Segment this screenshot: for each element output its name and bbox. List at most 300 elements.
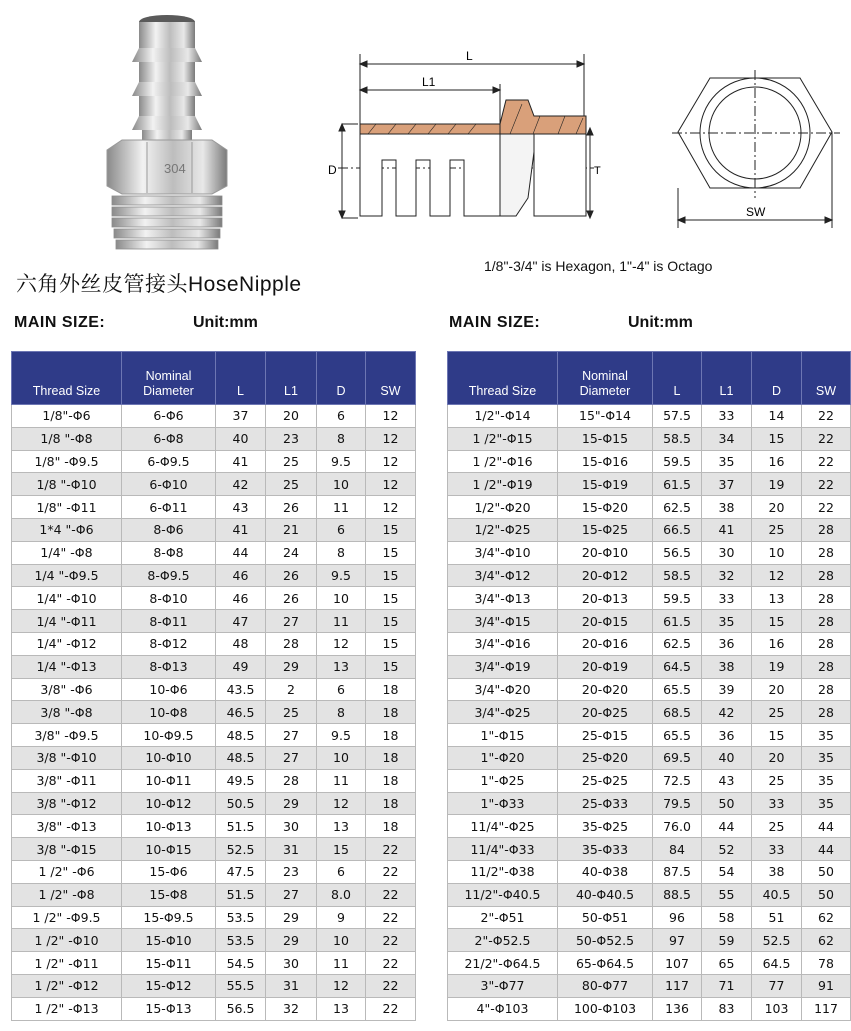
table-cell: 12 (366, 496, 416, 519)
table-row (12, 564, 416, 587)
table-cell: 25 (266, 450, 317, 473)
table-cell: 1 /2"-Φ16 (448, 450, 558, 473)
table-row (12, 883, 416, 906)
cross-section-drawing (318, 48, 601, 243)
table-cell: 15-Φ11 (122, 952, 216, 975)
table-cell: 58.5 (653, 427, 702, 450)
table-cell: 117 (802, 997, 851, 1020)
table-row (448, 450, 851, 473)
table-cell: 36 (702, 724, 752, 747)
table-cell: 6 (317, 405, 366, 428)
table-row (12, 518, 416, 541)
table-cell: 107 (653, 952, 702, 975)
table-row (448, 541, 851, 564)
table-cell: 59.5 (653, 450, 702, 473)
table-cell: 3/4"-Φ19 (448, 655, 558, 678)
table-cell: 1/8"-Φ6 (12, 405, 122, 428)
table-cell: 50 (702, 792, 752, 815)
table-cell: 15-Φ9.5 (122, 906, 216, 929)
table-cell: 22 (366, 952, 416, 975)
table-cell: 53.5 (216, 929, 266, 952)
table-cell: 50 (802, 860, 851, 883)
table-row (12, 746, 416, 769)
table-row (448, 815, 851, 838)
dim-label-T: T (594, 165, 601, 177)
table-cell: 6 (317, 860, 366, 883)
table-cell: 8 (317, 541, 366, 564)
table-cell: 1 /2" -Φ12 (12, 974, 122, 997)
table-row (448, 587, 851, 610)
table-cell: 20-Φ25 (558, 701, 653, 724)
table-cell: 30 (702, 541, 752, 564)
table-cell: 1/4 "-Φ11 (12, 610, 122, 633)
table-cell: 28 (802, 587, 851, 610)
table-cell: 6-Φ10 (122, 473, 216, 496)
table-cell: 15-Φ19 (558, 473, 653, 496)
table-cell: 8-Φ10 (122, 587, 216, 610)
table-cell: 20-Φ20 (558, 678, 653, 701)
table-cell: 20 (752, 746, 802, 769)
main-size-label-right: MAIN SIZE: (449, 314, 541, 331)
table-cell: 20-Φ10 (558, 541, 653, 564)
table-cell: 8-Φ11 (122, 610, 216, 633)
table-cell: 56.5 (653, 541, 702, 564)
table-cell: 1"-Φ20 (448, 746, 558, 769)
table-cell: 6-Φ11 (122, 496, 216, 519)
table-cell: 55 (702, 883, 752, 906)
table-cell: 20 (266, 405, 317, 428)
table-row (12, 496, 416, 519)
table-cell: 25 (266, 473, 317, 496)
table-row (448, 792, 851, 815)
table-cell: 40.5 (752, 883, 802, 906)
table-cell: 6-Φ9.5 (122, 450, 216, 473)
table-cell: 8-Φ9.5 (122, 564, 216, 587)
table-cell: 20-Φ13 (558, 587, 653, 610)
table-cell: 44 (802, 815, 851, 838)
table-cell: 47 (216, 610, 266, 633)
table-cell: 31 (266, 838, 317, 861)
table-row (448, 564, 851, 587)
table-cell: 1"-Φ33 (448, 792, 558, 815)
table-cell: 23 (266, 427, 317, 450)
table-cell: 29 (266, 929, 317, 952)
table-row (448, 427, 851, 450)
table-cell: 24 (266, 541, 317, 564)
table-cell: 11 (317, 952, 366, 975)
table-row (12, 815, 416, 838)
table-cell: 25-Φ25 (558, 769, 653, 792)
table-cell: 1 /2" -Φ9.5 (12, 906, 122, 929)
table-row (448, 997, 851, 1020)
table-cell: 28 (266, 769, 317, 792)
table-cell: 25 (752, 815, 802, 838)
col-SW: SW (366, 352, 416, 405)
table-cell: 1/8" -Φ9.5 (12, 450, 122, 473)
table-cell: 35 (802, 746, 851, 769)
table-row (448, 496, 851, 519)
table-cell: 11/2"-Φ38 (448, 860, 558, 883)
table-row (448, 929, 851, 952)
table-cell: 15 (366, 518, 416, 541)
table-row (12, 678, 416, 701)
table-cell: 10-Φ11 (122, 769, 216, 792)
table-row (12, 997, 416, 1020)
table-cell: 3/4"-Φ12 (448, 564, 558, 587)
table-cell: 18 (366, 678, 416, 701)
table-cell: 10 (317, 473, 366, 496)
table-cell: 15 (752, 724, 802, 747)
table-cell: 28 (802, 610, 851, 633)
table-row (12, 860, 416, 883)
table-cell: 6-Φ8 (122, 427, 216, 450)
table-row (12, 405, 416, 428)
table-row (448, 678, 851, 701)
table-cell: 29 (266, 906, 317, 929)
table-row (12, 427, 416, 450)
table-row (12, 838, 416, 861)
table-cell: 59 (702, 929, 752, 952)
table-cell: 52.5 (752, 929, 802, 952)
table-row (448, 610, 851, 633)
table-cell: 28 (802, 632, 851, 655)
table-cell: 20-Φ19 (558, 655, 653, 678)
table-row (448, 860, 851, 883)
table-cell: 12 (317, 974, 366, 997)
table-cell: 3/4"-Φ15 (448, 610, 558, 633)
table-cell: 15 (317, 838, 366, 861)
table-cell: 38 (702, 655, 752, 678)
table-cell: 84 (653, 838, 702, 861)
table-cell: 68.5 (653, 701, 702, 724)
table-cell: 97 (653, 929, 702, 952)
table-row (12, 769, 416, 792)
table-cell: 38 (752, 860, 802, 883)
table-cell: 3/8" -Φ11 (12, 769, 122, 792)
table-cell: 1 /2"-Φ15 (448, 427, 558, 450)
table-cell: 28 (266, 632, 317, 655)
table-cell: 15-Φ13 (122, 997, 216, 1020)
table-cell: 10 (752, 541, 802, 564)
table-cell: 26 (266, 496, 317, 519)
table-cell: 15"-Φ14 (558, 405, 653, 428)
table-cell: 18 (366, 701, 416, 724)
table-cell: 22 (366, 997, 416, 1020)
table-cell: 15-Φ12 (122, 974, 216, 997)
product-title: 六角外丝皮管接头HoseNipple (16, 273, 302, 296)
table-cell: 49.5 (216, 769, 266, 792)
table-cell: 22 (802, 496, 851, 519)
table-cell: 62 (802, 929, 851, 952)
table-cell: 46 (216, 587, 266, 610)
table-cell: 8-Φ13 (122, 655, 216, 678)
table-cell: 20-Φ15 (558, 610, 653, 633)
table-cell: 26 (266, 564, 317, 587)
table-row (12, 952, 416, 975)
table-cell: 2 (266, 678, 317, 701)
table-cell: 1"-Φ15 (448, 724, 558, 747)
table-cell: 76.0 (653, 815, 702, 838)
table-row (448, 746, 851, 769)
table-row (12, 632, 416, 655)
col-L: L (653, 352, 702, 405)
table-row (448, 724, 851, 747)
table-cell: 9.5 (317, 564, 366, 587)
dim-label-D: D (328, 163, 337, 177)
table-cell: 3/8 "-Φ10 (12, 746, 122, 769)
table-cell: 20-Φ12 (558, 564, 653, 587)
table-cell: 38 (702, 496, 752, 519)
table-cell: 1/8" -Φ11 (12, 496, 122, 519)
table-cell: 28 (802, 678, 851, 701)
table-cell: 44 (702, 815, 752, 838)
table-row (12, 701, 416, 724)
table-row (12, 974, 416, 997)
table-cell: 35 (802, 792, 851, 815)
table-cell: 69.5 (653, 746, 702, 769)
table-cell: 4"-Φ103 (448, 997, 558, 1020)
table-cell: 44 (216, 541, 266, 564)
table-cell: 10-Φ9.5 (122, 724, 216, 747)
table-cell: 22 (366, 974, 416, 997)
table-cell: 12 (366, 473, 416, 496)
col-SW: SW (802, 352, 851, 405)
table-cell: 51.5 (216, 883, 266, 906)
table-cell: 3/4"-Φ13 (448, 587, 558, 610)
table-cell: 11 (317, 769, 366, 792)
table-row (12, 450, 416, 473)
table-cell: 20-Φ16 (558, 632, 653, 655)
table-cell: 13 (317, 655, 366, 678)
table-cell: 22 (366, 860, 416, 883)
table-cell: 3"-Φ77 (448, 974, 558, 997)
table-cell: 40 (702, 746, 752, 769)
table-cell: 65-Φ64.5 (558, 952, 653, 975)
table-cell: 26 (266, 587, 317, 610)
table-cell: 100-Φ103 (558, 997, 653, 1020)
table-cell: 33 (702, 587, 752, 610)
table-cell: 43 (702, 769, 752, 792)
table-cell: 36 (702, 632, 752, 655)
table-cell: 22 (366, 929, 416, 952)
table-cell: 48.5 (216, 724, 266, 747)
table-cell: 28 (802, 564, 851, 587)
table-cell: 83 (702, 997, 752, 1020)
table-cell: 91 (802, 974, 851, 997)
table-cell: 15 (366, 632, 416, 655)
table-cell: 15-Φ20 (558, 496, 653, 519)
table-cell: 25-Φ33 (558, 792, 653, 815)
table-cell: 50.5 (216, 792, 266, 815)
table-row (448, 952, 851, 975)
table-cell: 50 (802, 883, 851, 906)
table-cell: 20 (752, 678, 802, 701)
table-cell: 80-Φ77 (558, 974, 653, 997)
table-cell: 25-Φ15 (558, 724, 653, 747)
table-cell: 12 (752, 564, 802, 587)
table-cell: 117 (653, 974, 702, 997)
table-cell: 27 (266, 746, 317, 769)
table-cell: 1 /2"-Φ19 (448, 473, 558, 496)
table-row (12, 587, 416, 610)
table-cell: 40-Φ38 (558, 860, 653, 883)
table-cell: 8 (317, 427, 366, 450)
table-row (448, 473, 851, 496)
table-row (448, 701, 851, 724)
table-cell: 40 (216, 427, 266, 450)
table-cell: 52 (702, 838, 752, 861)
table-cell: 8-Φ8 (122, 541, 216, 564)
table-cell: 41 (216, 450, 266, 473)
table-cell: 65.5 (653, 724, 702, 747)
table-cell: 29 (266, 655, 317, 678)
dim-label-SW: SW (746, 205, 766, 219)
table-cell: 1 /2" -Φ13 (12, 997, 122, 1020)
table-cell: 18 (366, 724, 416, 747)
table-cell: 33 (752, 838, 802, 861)
table-cell: 35-Φ33 (558, 838, 653, 861)
table-cell: 2"-Φ51 (448, 906, 558, 929)
col-nominal-diameter: Nominal Diameter (558, 352, 653, 405)
table-cell: 1/4" -Φ8 (12, 541, 122, 564)
table-cell: 51.5 (216, 815, 266, 838)
table-cell: 65 (702, 952, 752, 975)
table-cell: 49 (216, 655, 266, 678)
table-cell: 44 (802, 838, 851, 861)
table-cell: 13 (317, 815, 366, 838)
table-cell: 46.5 (216, 701, 266, 724)
table-cell: 35-Φ25 (558, 815, 653, 838)
dim-label-L: L (466, 49, 473, 63)
material-stamp: 304 (164, 161, 186, 176)
table-cell: 2"-Φ52.5 (448, 929, 558, 952)
table-cell: 58.5 (653, 564, 702, 587)
table-cell: 25 (752, 518, 802, 541)
table-header-row (12, 352, 416, 405)
table-cell: 136 (653, 997, 702, 1020)
table-cell: 18 (366, 746, 416, 769)
table-cell: 12 (317, 632, 366, 655)
table-cell: 48.5 (216, 746, 266, 769)
table-cell: 1/4 "-Φ9.5 (12, 564, 122, 587)
table-cell: 18 (366, 792, 416, 815)
table-cell: 15 (752, 610, 802, 633)
table-cell: 18 (366, 769, 416, 792)
table-cell: 15 (752, 427, 802, 450)
table-cell: 3/8 "-Φ12 (12, 792, 122, 815)
table-cell: 22 (366, 906, 416, 929)
table-cell: 12 (317, 792, 366, 815)
table-cell: 11/4"-Φ25 (448, 815, 558, 838)
table-cell: 62 (802, 906, 851, 929)
table-cell: 12 (366, 450, 416, 473)
table-cell: 9 (317, 906, 366, 929)
table-cell: 64.5 (752, 952, 802, 975)
table-cell: 10-Φ13 (122, 815, 216, 838)
table-cell: 28 (802, 541, 851, 564)
table-cell: 1/4" -Φ12 (12, 632, 122, 655)
table-cell: 20 (752, 496, 802, 519)
table-cell: 31 (266, 974, 317, 997)
table-cell: 22 (802, 450, 851, 473)
table-row (12, 792, 416, 815)
table-row (448, 883, 851, 906)
col-L1: L1 (266, 352, 317, 405)
table-cell: 62.5 (653, 632, 702, 655)
table-cell: 1/8 "-Φ10 (12, 473, 122, 496)
table-cell: 61.5 (653, 610, 702, 633)
col-L1: L1 (702, 352, 752, 405)
table-cell: 27 (266, 724, 317, 747)
table-cell: 10-Φ6 (122, 678, 216, 701)
table-cell: 48 (216, 632, 266, 655)
table-cell: 6 (317, 518, 366, 541)
table-cell: 9.5 (317, 724, 366, 747)
table-cell: 22 (366, 838, 416, 861)
table-cell: 1 /2" -Φ11 (12, 952, 122, 975)
table-cell: 3/4"-Φ25 (448, 701, 558, 724)
table-cell: 8-Φ12 (122, 632, 216, 655)
col-L: L (216, 352, 266, 405)
table-cell: 72.5 (653, 769, 702, 792)
table-cell: 15-Φ8 (122, 883, 216, 906)
table-cell: 30 (266, 952, 317, 975)
table-row (448, 906, 851, 929)
table-cell: 1/4 "-Φ13 (12, 655, 122, 678)
table-cell: 61.5 (653, 473, 702, 496)
table-cell: 88.5 (653, 883, 702, 906)
table-cell: 6-Φ6 (122, 405, 216, 428)
table-cell: 58 (702, 906, 752, 929)
col-D: D (752, 352, 802, 405)
table-cell: 10 (317, 587, 366, 610)
hexagon-end-view (672, 70, 840, 240)
table-cell: 25 (752, 769, 802, 792)
table-cell: 77 (752, 974, 802, 997)
table-cell: 3/4"-Φ20 (448, 678, 558, 701)
table-cell: 32 (266, 997, 317, 1020)
table-cell: 39 (702, 678, 752, 701)
table-cell: 35 (802, 769, 851, 792)
table-cell: 8 (317, 701, 366, 724)
table-cell: 3/4"-Φ10 (448, 541, 558, 564)
table-row (12, 655, 416, 678)
table-cell: 43.5 (216, 678, 266, 701)
table-cell: 50-Φ52.5 (558, 929, 653, 952)
table-row (12, 541, 416, 564)
table-cell: 50-Φ51 (558, 906, 653, 929)
size-table-left-body (12, 405, 416, 1021)
table-cell: 62.5 (653, 496, 702, 519)
table-cell: 59.5 (653, 587, 702, 610)
table-row (448, 838, 851, 861)
table-cell: 3/8 "-Φ15 (12, 838, 122, 861)
table-cell: 10 (317, 929, 366, 952)
table-cell: 15 (366, 655, 416, 678)
table-cell: 25 (266, 701, 317, 724)
table-cell: 18 (366, 815, 416, 838)
table-cell: 10-Φ12 (122, 792, 216, 815)
table-cell: 1 /2" -Φ6 (12, 860, 122, 883)
table-cell: 57.5 (653, 405, 702, 428)
size-table-right-body (448, 405, 851, 1021)
table-cell: 1/2"-Φ25 (448, 518, 558, 541)
product-photo (92, 10, 242, 250)
table-cell: 13 (317, 997, 366, 1020)
table-cell: 79.5 (653, 792, 702, 815)
table-cell: 3/8" -Φ6 (12, 678, 122, 701)
table-cell: 42 (216, 473, 266, 496)
